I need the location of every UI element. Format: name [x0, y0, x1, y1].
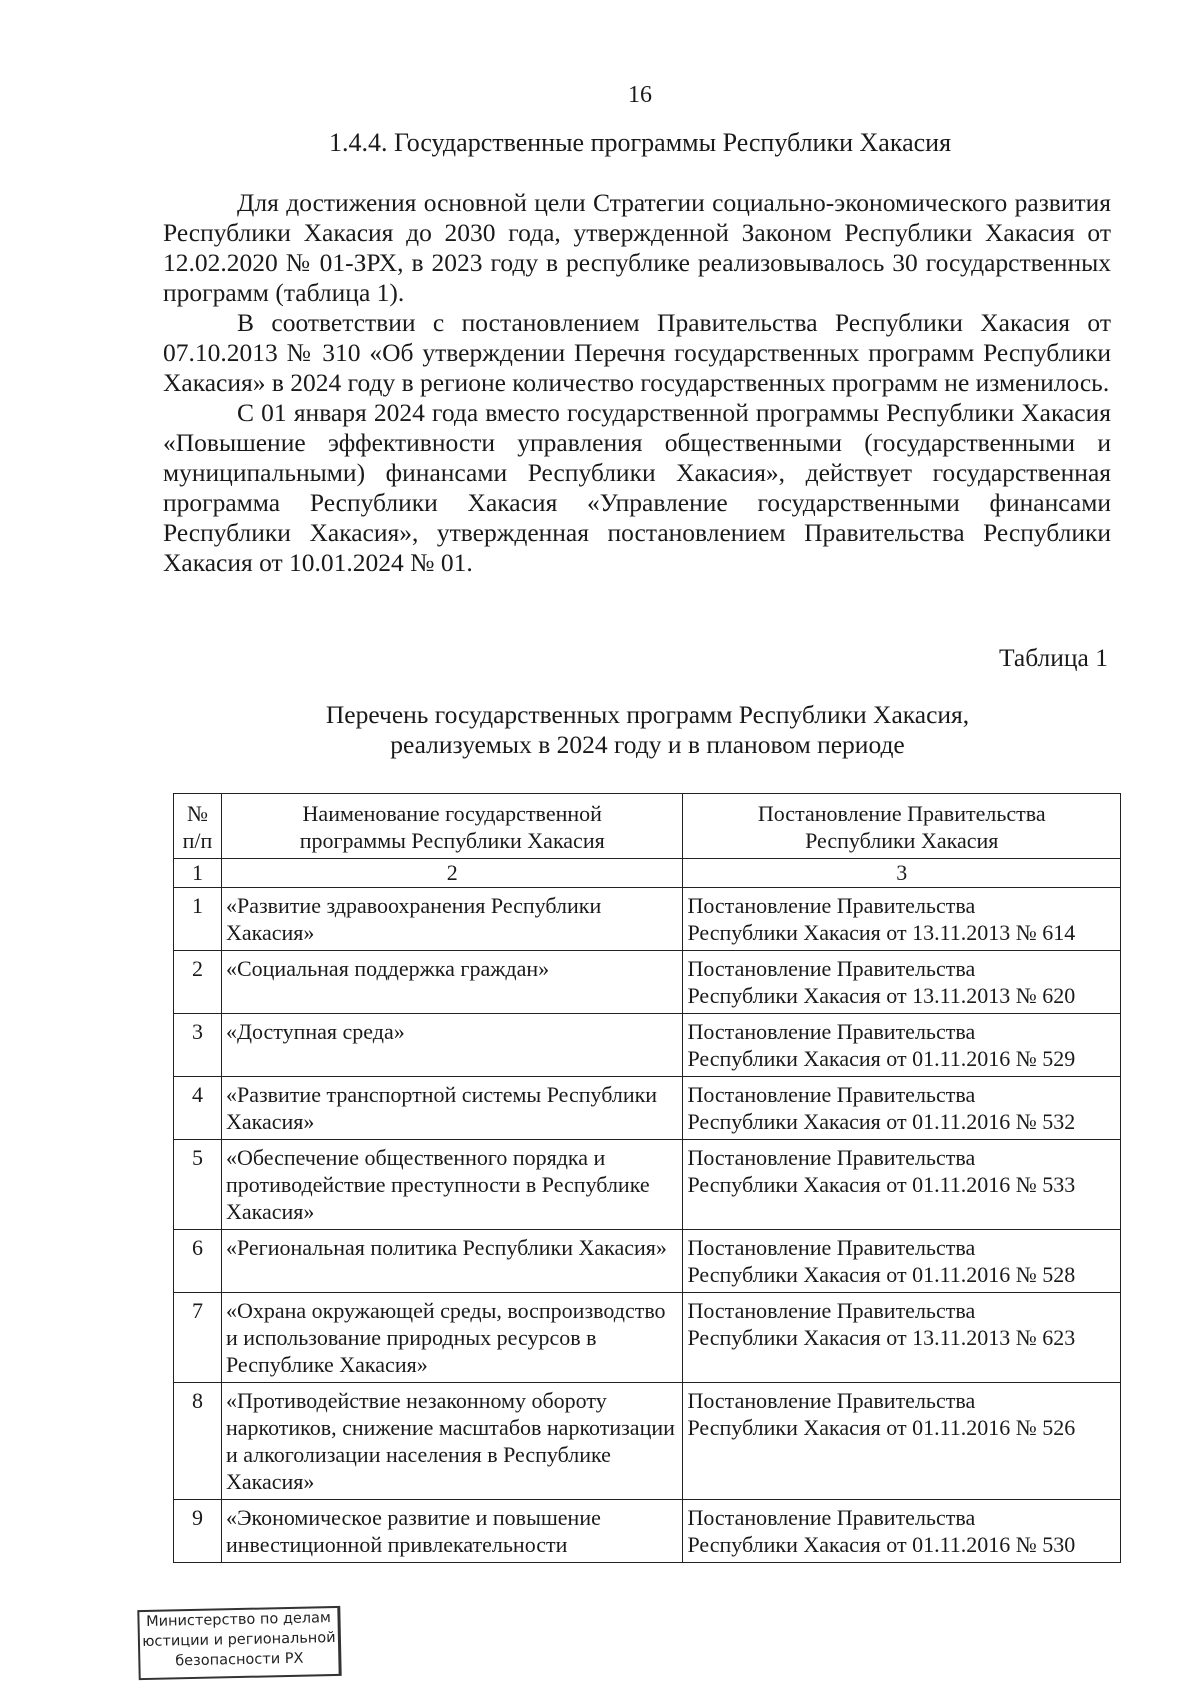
header-line: п/п: [182, 828, 213, 853]
program-name: «Противодействие незаконному обороту наркотиков, снижение масштабов наркотизации и алкоголизации населения в Республике Хакасия»: [221, 1383, 683, 1500]
stamp-line: Министерство по делам: [145, 1610, 332, 1630]
row-number: 9: [174, 1500, 222, 1563]
table-index-row: [174, 859, 1121, 888]
decree: [683, 1383, 1121, 1500]
table-header-row: [174, 794, 1121, 859]
table-row: [174, 1014, 1121, 1077]
paragraph: Для достижения основной цели Стратегии социально-экономического развития Республики Хакасия до 2030 года, утвержденной Законом Республики Хакасия от 12.02.2020 № 01-ЗРХ, в 2023 году в республике реализовывалось 30 государственных программ (таблица 1).: [163, 188, 1111, 307]
decree: [683, 888, 1121, 951]
table-caption: [163, 700, 1132, 760]
row-number: 4: [174, 1077, 222, 1140]
program-name: «Охрана окружающей среды, воспроизводство и использование природных ресурсов в Республике Хакасия»: [221, 1293, 683, 1383]
decree: [683, 1077, 1121, 1140]
table-row: [174, 1383, 1121, 1500]
program-name: «Социальная поддержка граждан»: [221, 951, 683, 1014]
paragraph: С 01 января 2024 года вместо государственной программы Республики Хакасия «Повышение эффективности управления общественными (государственными и муниципальными) финансами Республики Хакасия», действует государственная программа Республики Хакасия «Управление государственными финансами Республики Хакасия», утвержденная постановлением Правительства Республики Хакасия от 10.01.2024 № 01.: [163, 398, 1111, 577]
table-row: [174, 1293, 1121, 1383]
table-caption-line: реализуемых в 2024 году и в плановом периоде: [390, 730, 905, 759]
header-line: Постановление Правительства: [757, 801, 1046, 826]
programs-table-wrapper: [173, 793, 1121, 1563]
table-label: Таблица 1: [998, 643, 1108, 672]
decree-line: Постановление Правительства: [687, 893, 976, 918]
row-number: 6: [174, 1230, 222, 1293]
table-row: [174, 888, 1121, 951]
table-row: [174, 1230, 1121, 1293]
row-number: 5: [174, 1140, 222, 1230]
row-number: 3: [174, 1014, 222, 1077]
decree: [683, 951, 1121, 1014]
page-number: 16: [628, 82, 652, 108]
header-line: №: [186, 801, 208, 826]
decree: [683, 1293, 1121, 1383]
decree-line: Постановление Правительства: [687, 1388, 976, 1413]
body-text: [163, 188, 1111, 578]
table-row: [174, 1500, 1121, 1563]
header-line: Республики Хакасия: [805, 828, 999, 853]
stamp-line: юстиции и региональной: [142, 1629, 336, 1651]
decree-line: Республики Хакасия от 13.11.2013 № 623: [687, 1325, 1076, 1350]
paragraph: В соответствии с постановлением Правительства Республики Хакасия от 07.10.2013 № 310 «Об утверждении Перечня государственных программ Республики Хакасия» в 2024 году в регионе количество государственных программ не изменилось.: [163, 308, 1111, 397]
decree-line: Постановление Правительства: [687, 1082, 976, 1107]
decree-line: Республики Хакасия от 01.11.2016 № 529: [687, 1046, 1076, 1071]
table-row: [174, 1077, 1121, 1140]
row-number: 1: [174, 888, 222, 951]
table-row: [174, 1140, 1121, 1230]
decree: [683, 1014, 1121, 1077]
decree-line: Постановление Правительства: [687, 1145, 976, 1170]
decree-line: Республики Хакасия от 01.11.2016 № 533: [687, 1172, 1076, 1197]
ministry-stamp: [137, 1606, 341, 1680]
decree-line: Постановление Правительства: [687, 1505, 976, 1530]
program-name: «Развитие транспортной системы Республики Хакасия»: [221, 1077, 683, 1140]
decree-line: Республики Хакасия от 13.11.2013 № 620: [687, 983, 1076, 1008]
decree-line: Республики Хакасия от 01.11.2016 № 530: [687, 1532, 1076, 1557]
program-name: «Обеспечение общественного порядка и противодействие преступности в Республике Хакасия»: [221, 1140, 683, 1230]
decree: [683, 1140, 1121, 1230]
row-number: 8: [174, 1383, 222, 1500]
section-title: 1.4.4. Государственные программы Республики Хакасия: [328, 128, 952, 157]
program-name: «Доступная среда»: [221, 1014, 683, 1077]
row-number: 7: [174, 1293, 222, 1383]
column-index: 1: [174, 859, 222, 888]
decree: [683, 1500, 1121, 1563]
decree: [683, 1230, 1121, 1293]
header-line: Наименование государственной: [302, 801, 602, 826]
decree-line: Постановление Правительства: [687, 1019, 976, 1044]
table-caption-line: Перечень государственных программ Республики Хакасия,: [325, 700, 970, 729]
decree-line: Республики Хакасия от 01.11.2016 № 526: [687, 1415, 1076, 1440]
programs-table: [173, 793, 1121, 1563]
program-name: «Региональная политика Республики Хакасия»: [221, 1230, 683, 1293]
program-name: «Развитие здравоохранения Республики Хакасия»: [221, 888, 683, 951]
decree-line: Республики Хакасия от 13.11.2013 № 614: [687, 920, 1076, 945]
decree-line: Республики Хакасия от 01.11.2016 № 528: [687, 1262, 1076, 1287]
program-name: «Экономическое развитие и повышение инвестиционной привлекательности: [221, 1500, 683, 1563]
header-program-name: [221, 794, 683, 859]
decree-line: Постановление Правительства: [687, 956, 976, 981]
stamp-line: безопасности РХ: [175, 1650, 304, 1670]
decree-line: Постановление Правительства: [687, 1235, 976, 1260]
column-index: 2: [221, 859, 683, 888]
decree-line: Постановление Правительства: [687, 1298, 976, 1323]
table-row: [174, 951, 1121, 1014]
decree-line: Республики Хакасия от 01.11.2016 № 532: [687, 1109, 1076, 1134]
header-decree: [683, 794, 1121, 859]
header-number: [174, 794, 222, 859]
header-line: программы Республики Хакасия: [299, 828, 605, 853]
row-number: 2: [174, 951, 222, 1014]
column-index: 3: [683, 859, 1121, 888]
